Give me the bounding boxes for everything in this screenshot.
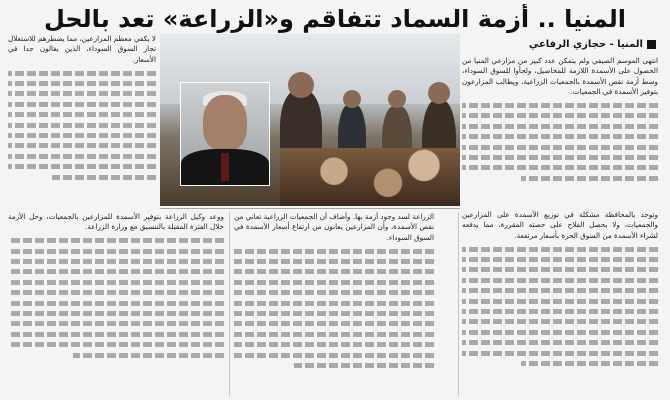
- text-line: [294, 363, 434, 368]
- text-line: [8, 321, 224, 326]
- text-line: [73, 353, 224, 358]
- section-divider: [160, 208, 460, 209]
- text-line: [234, 342, 434, 347]
- text-line: [8, 71, 156, 76]
- text-line: [462, 165, 658, 170]
- text-line: [8, 91, 156, 96]
- text-line: [462, 124, 658, 129]
- column-left-bottom-text: ووعد وكيل الزراعة بتوفير الأسمدة للمزارعين بالجمعيات، وحل الأزمة خلال الفترة المقبلة بالتنسيق مع وزارة الزراعة.: [8, 212, 224, 232]
- text-line: [462, 113, 658, 118]
- text-line: [462, 319, 658, 324]
- official-portrait: [180, 82, 270, 186]
- text-line: [521, 361, 658, 366]
- column-left-top-text: لا يكفي معظم المزارعين، مما يضطرهم للاستغلال تجار السوق السوداء، الذين يغالون جدا في الأسعار.: [8, 34, 156, 64]
- column-left-top: [8, 34, 156, 206]
- text-line: [52, 175, 156, 180]
- text-line: [234, 321, 434, 326]
- text-line: [521, 176, 658, 181]
- column-right-top-text: انتهى الموسم الصيفي ولم يتمكن عدد كبير من مزارعي المنيا من الحصول على الأسمدة اللازمة للمحاصيل، ولجأوا للسوق السوداء، وسط أزمة نقص الأسمدة بالجمعيات الزراعية، ويطالب المزارعون بتوفير الأسمدة في الجمعيات.: [462, 56, 658, 97]
- photo-sacks: [280, 148, 460, 206]
- text-line: [8, 154, 156, 159]
- text-line: [8, 102, 156, 107]
- column-middle-bottom-text: الزراعة لسد وجود أزمة بها. وأضاف أن الجمعيات الزراعية تعاني من نقص الأسمدة، وأن المزارعين يعانون من ارتفاع أسعار الأسمدة في السوق السوداء.: [234, 212, 434, 242]
- text-line: [8, 259, 224, 264]
- byline-text: المنيا - حجازي الرفاعي: [528, 39, 643, 50]
- column-middle-bottom: [234, 212, 434, 396]
- text-line: [8, 123, 156, 128]
- column-left-bottom: [8, 212, 224, 396]
- text-line: [8, 164, 156, 169]
- text-line: [8, 280, 224, 285]
- text-line: [462, 134, 658, 139]
- text-line: [462, 247, 658, 252]
- text-line: [462, 145, 658, 150]
- photo-head: [388, 90, 406, 108]
- text-line: [8, 81, 156, 86]
- text-line: [234, 290, 434, 295]
- text-line: [8, 332, 224, 337]
- column-right-top: [462, 56, 658, 206]
- text-line: [8, 342, 224, 347]
- text-line: [462, 351, 658, 356]
- photo-head: [343, 90, 361, 108]
- text-line: [234, 269, 434, 274]
- text-line: [234, 311, 434, 316]
- photo-head: [288, 72, 314, 98]
- text-line: [462, 288, 658, 293]
- portrait-face: [203, 95, 247, 151]
- portrait-tie: [221, 153, 229, 181]
- text-line: [8, 112, 156, 117]
- text-line: [234, 353, 434, 358]
- column-gutter: [229, 212, 230, 396]
- text-line: [462, 330, 658, 335]
- text-line: [234, 280, 434, 285]
- text-line: [462, 103, 658, 108]
- text-line: [8, 269, 224, 274]
- text-line: [8, 238, 224, 243]
- text-line: [8, 143, 156, 148]
- text-line: [462, 155, 658, 160]
- column-right-bottom-text: وتوجد بالمحافظة مشكلة في توزيع الأسمدة على المزارعين والجمعيات، ولا يحصل الفلاح على حصته المقررة، مما يدفعه لشراء الأسمدة من السوق الحرة بأسعار مرتفعة.: [462, 210, 658, 240]
- text-line: [8, 311, 224, 316]
- headline: المنيا .. أزمة السماد تتفاقم و«الزراعة» تعد بالحل: [43, 5, 627, 33]
- column-gutter: [458, 212, 459, 396]
- text-line: [8, 301, 224, 306]
- photo-head: [428, 82, 450, 104]
- text-line: [234, 332, 434, 337]
- text-line: [462, 309, 658, 314]
- text-line: [234, 301, 434, 306]
- text-line: [8, 133, 156, 138]
- text-line: [462, 299, 658, 304]
- text-line: [234, 249, 434, 254]
- text-line: [462, 340, 658, 345]
- text-line: [462, 267, 658, 272]
- text-line: [462, 278, 658, 283]
- byline-marker-icon: [647, 40, 656, 49]
- text-line: [462, 257, 658, 262]
- text-line: [8, 290, 224, 295]
- column-right-bottom: [462, 210, 658, 396]
- text-line: [234, 259, 434, 264]
- text-line: [8, 249, 224, 254]
